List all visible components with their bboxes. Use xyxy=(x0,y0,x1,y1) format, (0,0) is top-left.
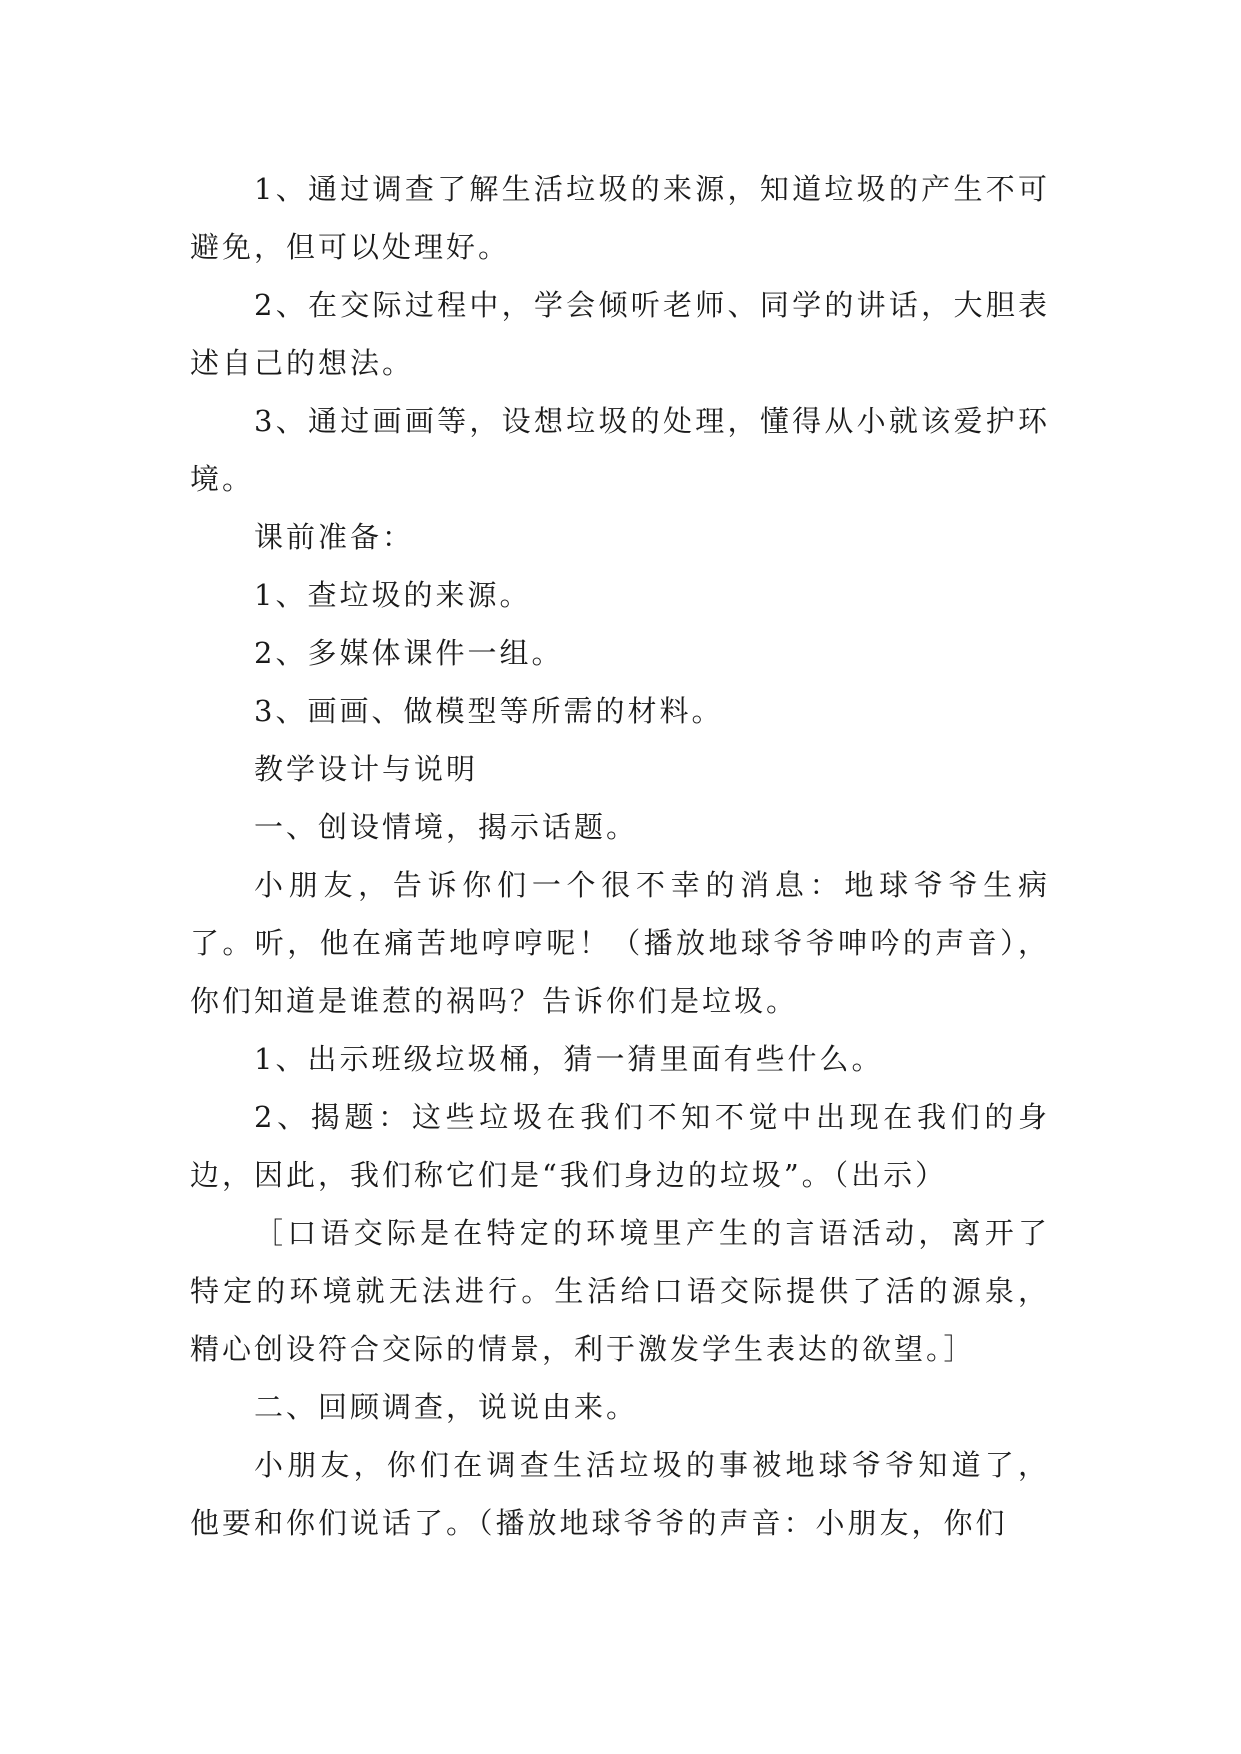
paragraph-step-2: 2、揭题：这些垃圾在我们不知不觉中出现在我们的身边，因此，我们称它们是“我们身边的垃圾”。（出示） xyxy=(190,1100,1050,1192)
paragraph-prep-1: 1、查垃圾的来源。 xyxy=(254,578,532,612)
paragraph-prep-2: 2、多媒体课件一组。 xyxy=(254,636,564,670)
paragraph-prep-3: 3、画画、做模型等所需的材料。 xyxy=(254,694,724,728)
heading-preparation: 课前准备： xyxy=(254,520,415,554)
paragraph-goal-3: 3、通过画画等，设想垃圾的处理，懂得从小就该爱护环境。 xyxy=(190,404,1050,496)
document-body xyxy=(190,160,1050,1552)
paragraph-intro: 小朋友，告诉你们一个很不幸的消息：地球爷爷生病了。听，他在痛苦地哼哼呢！（播放地球爷爷呻吟的声音），你们知道是谁惹的祸吗？告诉你们是垃圾。 xyxy=(190,868,1050,1018)
heading-design: 教学设计与说明 xyxy=(254,752,479,786)
paragraph-note: ［口语交际是在特定的环境里产生的言语活动，离开了特定的环境就无法进行。生活给口语交际提供了活的源泉，精心创设符合交际的情景，利于激发学生表达的欲望。］ xyxy=(190,1216,1050,1366)
paragraph-goal-2: 2、在交际过程中，学会倾听老师、同学的讲话，大胆表述自己的想法。 xyxy=(190,288,1050,380)
paragraph-goal-1: 1、通过调查了解生活垃圾的来源，知道垃圾的产生不可避免，但可以处理好。 xyxy=(190,172,1050,264)
heading-section-2: 二、回顾调查，说说由来。 xyxy=(254,1390,639,1424)
paragraph-review: 小朋友，你们在调查生活垃圾的事被地球爷爷知道了，他要和你们说话了。（播放地球爷爷的声音：小朋友，你们 xyxy=(190,1448,1050,1540)
paragraph-step-1: 1、出示班级垃圾桶，猜一猜里面有些什么。 xyxy=(254,1042,884,1076)
heading-section-1: 一、创设情境，揭示话题。 xyxy=(254,810,639,844)
